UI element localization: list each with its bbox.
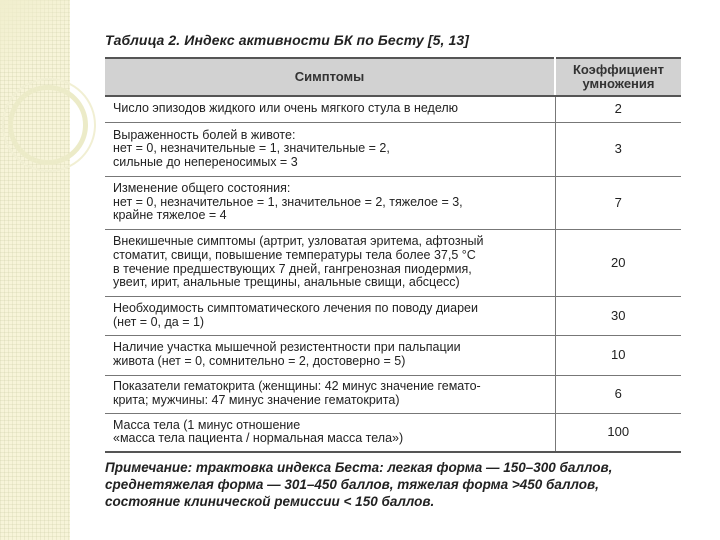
table-row	[105, 375, 681, 413]
header-coefficient	[555, 58, 681, 96]
symptom-line: Изменение общего состояния:	[113, 181, 291, 196]
symptom-line: (нет = 0, да = 1)	[113, 314, 205, 329]
symptom-line: Число эпизодов жидкого или очень мягкого стула в неделю	[113, 101, 459, 116]
decorative-corner-shape	[0, 0, 70, 70]
symptom-line: Показатели гематокрита (женщины: 42 минус значение гемато-	[113, 379, 481, 394]
note-line: состояние клинической ремиссии < 150 баллов.	[105, 494, 435, 509]
symptom-line: нет = 0, незначительные = 1, значительные = 2,	[113, 141, 390, 156]
symptom-line: крайне тяжелое = 4	[113, 208, 227, 223]
header-symptoms	[105, 58, 555, 96]
coefficient-cell: 30	[555, 296, 681, 335]
table-row	[105, 413, 681, 452]
table-note	[105, 459, 681, 510]
symptom-line: в течение предшествующих 7 дней, гангренозная пиодермия,	[113, 261, 472, 276]
decorative-ring	[8, 85, 88, 165]
symptom-line: крита; мужчины: 47 минус значение гематокрита)	[113, 393, 400, 407]
note-line: среднетяжелая форма — 301–450 баллов, тяжелая форма >450 баллов,	[105, 477, 599, 492]
coefficient-cell: 3	[555, 122, 681, 176]
symptom-cell	[105, 96, 555, 122]
table-header-row	[105, 58, 681, 96]
symptom-line: Наличие участка мышечной резистентности при пальпации	[113, 340, 461, 355]
symptom-cell	[105, 122, 555, 176]
note-line: Примечание: трактовка индекса Беста: легкая форма — 150–300 баллов,	[105, 460, 613, 475]
table-caption: Таблица 2. Индекс активности БК по Бесту [5, 13]	[105, 32, 470, 48]
table-row	[105, 96, 681, 122]
symptom-cell	[105, 335, 555, 375]
coefficient-cell: 7	[555, 176, 681, 229]
symptom-cell	[105, 296, 555, 335]
symptom-line: Масса тела (1 минус отношение	[113, 417, 301, 432]
coefficient-cell: 10	[555, 335, 681, 375]
table-row	[105, 335, 681, 375]
symptom-line: сильные до непереносимых = 3	[113, 154, 298, 169]
best-index-table	[105, 57, 681, 453]
symptom-line: Необходимость симптоматического лечения по поводу диареи	[113, 300, 478, 315]
table-row	[105, 296, 681, 335]
header-coefficient-line-1: Коэффициент	[572, 62, 665, 77]
table-row	[105, 176, 681, 229]
document-body	[105, 32, 681, 510]
symptom-line: живота (нет = 0, сомнительно = 2, достоверно = 5)	[113, 354, 406, 368]
coefficient-cell: 100	[555, 413, 681, 452]
symptom-cell	[105, 229, 555, 296]
coefficient-cell: 6	[555, 375, 681, 413]
decorative-side-panel	[0, 0, 70, 540]
symptom-cell	[105, 413, 555, 452]
coefficient-cell: 2	[555, 96, 681, 122]
table-row	[105, 122, 681, 176]
table-row	[105, 229, 681, 296]
coefficient-cell: 20	[555, 229, 681, 296]
symptom-line: увеит, ирит, анальные трещины, анальные свищи, абсцесс)	[113, 275, 460, 290]
symptom-line: стоматит, свищи, повышение температуры тела более 37,5 °С	[113, 247, 476, 262]
header-coefficient-line-2: умножения	[582, 76, 655, 91]
symptom-line: Внекишечные симптомы (артрит, узловатая эритема, афтозный	[113, 234, 484, 249]
symptom-line: нет = 0, незначительное = 1, значительное = 2, тяжелое = 3,	[113, 194, 463, 209]
header-symptoms-label: Симптомы	[294, 69, 365, 84]
symptom-line: Выраженность болей в животе:	[113, 127, 296, 142]
symptom-cell	[105, 375, 555, 413]
symptom-cell	[105, 176, 555, 229]
symptom-line: «масса тела пациента / нормальная масса тела»)	[113, 431, 404, 446]
